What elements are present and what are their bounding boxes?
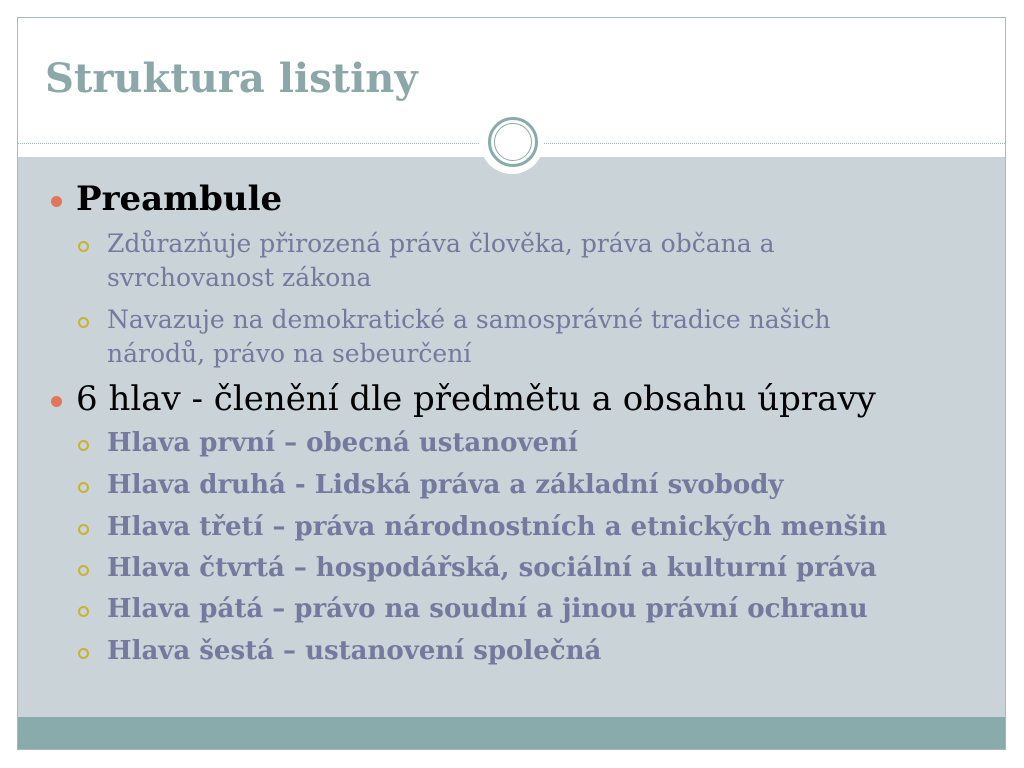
list-item-label: Preambule: [76, 179, 283, 219]
sub-item-label: Hlava šestá – ustanovení společná: [107, 636, 602, 666]
slide-title: Struktura listiny: [45, 55, 418, 102]
sub-item-label: Hlava čtvrtá – hospodářská, sociální a kulturní práva: [107, 553, 877, 583]
bullet-ring-icon: [78, 565, 89, 576]
sub-item-label: Hlava třetí – práva národnostních a etnických menšin: [107, 512, 888, 542]
bullet-ring-icon: [78, 440, 89, 451]
sub-item-label: Hlava druhá - Lidská práva a základní svobody: [107, 470, 784, 500]
bullet-dot-icon: [51, 396, 62, 407]
bullet-ring-icon: [78, 241, 89, 252]
sub-item-line: národů, právo na sebeurčení: [107, 339, 472, 368]
sub-item-line: Navazuje na demokratické a samosprávné tradice našich: [107, 305, 831, 334]
sub-item-line: svrchovanost zákona: [107, 263, 372, 292]
bullet-ring-icon: [78, 482, 89, 493]
footer-band: [18, 717, 1005, 750]
bullet-ring-icon: [78, 606, 89, 617]
sub-item-line: Zdůrazňuje přirozená práva člověka, práva občana a: [107, 229, 775, 258]
bullet-dot-icon: [51, 196, 62, 207]
content-area: [18, 157, 1005, 717]
list-item-label: 6 hlav - členění dle předmětu a obsahu úpravy: [76, 379, 876, 419]
sub-item-label: Hlava pátá – právo na soudní a jinou právní ochranu: [107, 594, 868, 624]
slide: [17, 17, 1006, 750]
bullet-ring-icon: [78, 648, 89, 659]
bullet-ring-icon: [78, 317, 89, 328]
ornament-inner-ring-icon: [494, 123, 532, 161]
sub-item-label: Hlava první – obecná ustanovení: [107, 428, 578, 458]
bullet-ring-icon: [78, 524, 89, 535]
